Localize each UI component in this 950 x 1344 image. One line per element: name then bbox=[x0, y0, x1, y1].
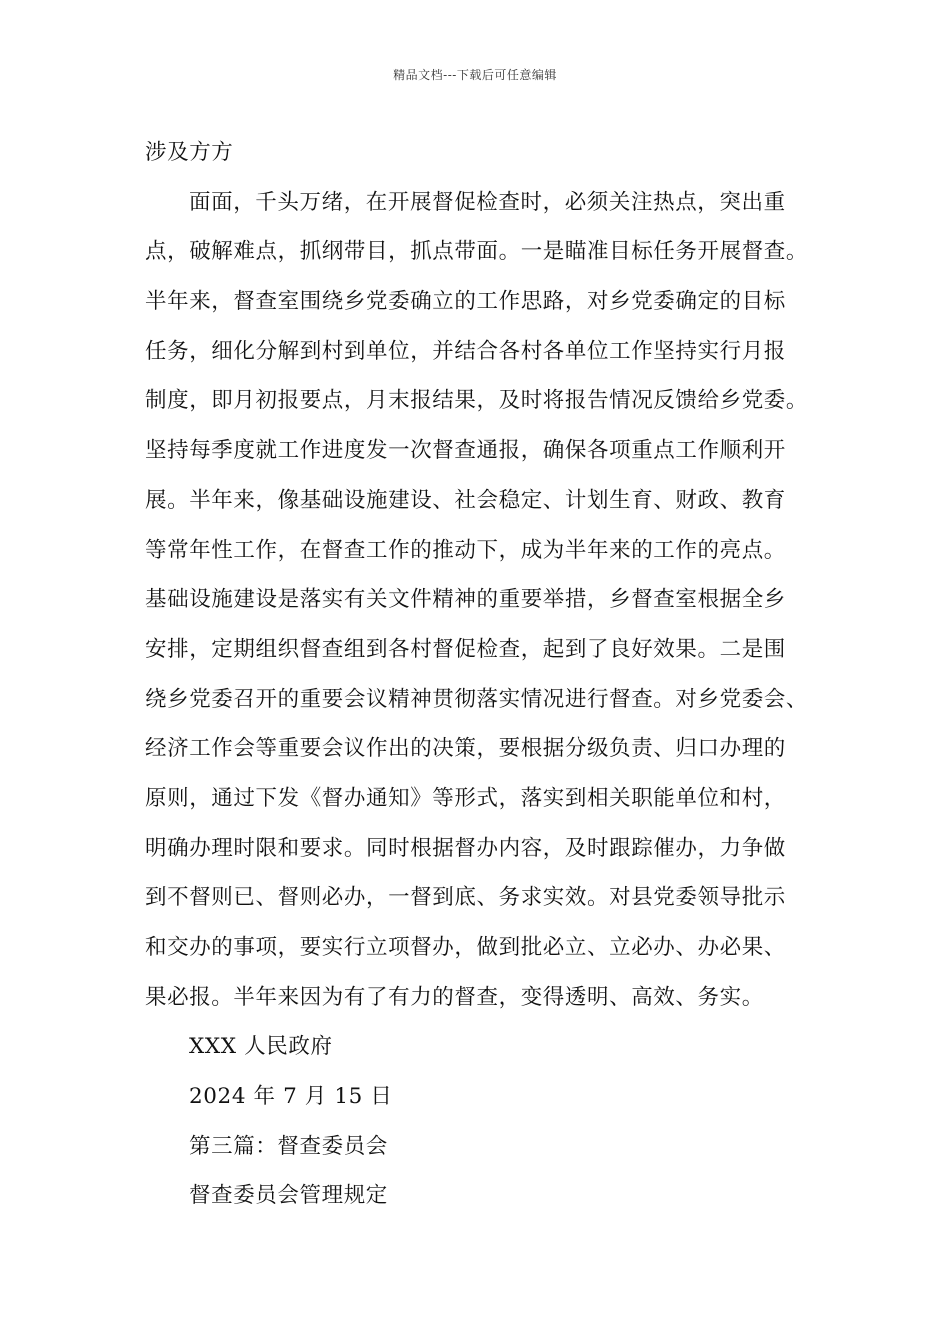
signature-organization: XXX 人民政府 bbox=[189, 1034, 333, 1060]
text-line: 绕乡党委召开的重要会议精神贯彻落实情况进行督查。对乡党委会、 bbox=[145, 686, 809, 712]
text-line: 坚持每季度就工作进度发一次督查通报，确保各项重点工作顺利开 bbox=[145, 438, 786, 464]
text-line: 展。半年来，像基础设施建设、社会稳定、计划生育、财政、教育 bbox=[145, 487, 786, 513]
text-line: 果必报。半年来因为有了有力的督查，变得透明、高效、务实。 bbox=[145, 984, 764, 1010]
text-line: 经济工作会等重要会议作出的决策，要根据分级负责、归口办理的 bbox=[145, 736, 786, 762]
text-line: 等常年性工作，在督查工作的推动下，成为半年来的工作的亮点。 bbox=[145, 537, 786, 563]
text-line: 到不督则已、督则必办，一督到底、务求实效。对县党委领导批示 bbox=[145, 885, 786, 911]
text-line: 基础设施建设是落实有关文件精神的重要举措，乡督查室根据全乡 bbox=[145, 587, 786, 613]
text-line: 和交办的事项，要实行立项督办，做到批必立、立必办、办必果、 bbox=[145, 935, 786, 960]
section-heading: 第三篇：督查委员会 bbox=[189, 1133, 388, 1159]
signature-date: 2024 年 7 月 15 日 bbox=[189, 1084, 393, 1110]
page-header: 精品文档---下载后可任意编辑 bbox=[393, 68, 557, 82]
text-line: 半年来，督查室围绕乡党委确立的工作思路，对乡党委确定的目标 bbox=[145, 289, 786, 315]
document-body bbox=[145, 128, 825, 1221]
text-line: 点，破解难点，抓纲带目，抓点带面。一是瞄准目标任务开展督查。 bbox=[145, 239, 809, 265]
text-line: 面面，千头万绪，在开展督促检查时，必须关注热点，突出重 bbox=[189, 189, 786, 215]
text-line: 安排，定期组织督查组到各村督促检查，起到了良好效果。二是围 bbox=[145, 636, 786, 662]
text-line: 制度，即月初报要点，月末报结果，及时将报告情况反馈给乡党委。 bbox=[145, 388, 809, 414]
text-line: 涉及方方 bbox=[145, 140, 234, 165]
text-line: 原则，通过下发《督办通知》等形式，落实到相关职能单位和村， bbox=[145, 785, 786, 811]
section-subheading: 督查委员会管理规定 bbox=[189, 1183, 388, 1209]
text-line: 明确办理时限和要求。同时根据督办内容，及时跟踪催办，力争做 bbox=[145, 835, 786, 861]
text-line: 任务，细化分解到村到单位，并结合各村各单位工作坚持实行月报 bbox=[145, 338, 786, 364]
